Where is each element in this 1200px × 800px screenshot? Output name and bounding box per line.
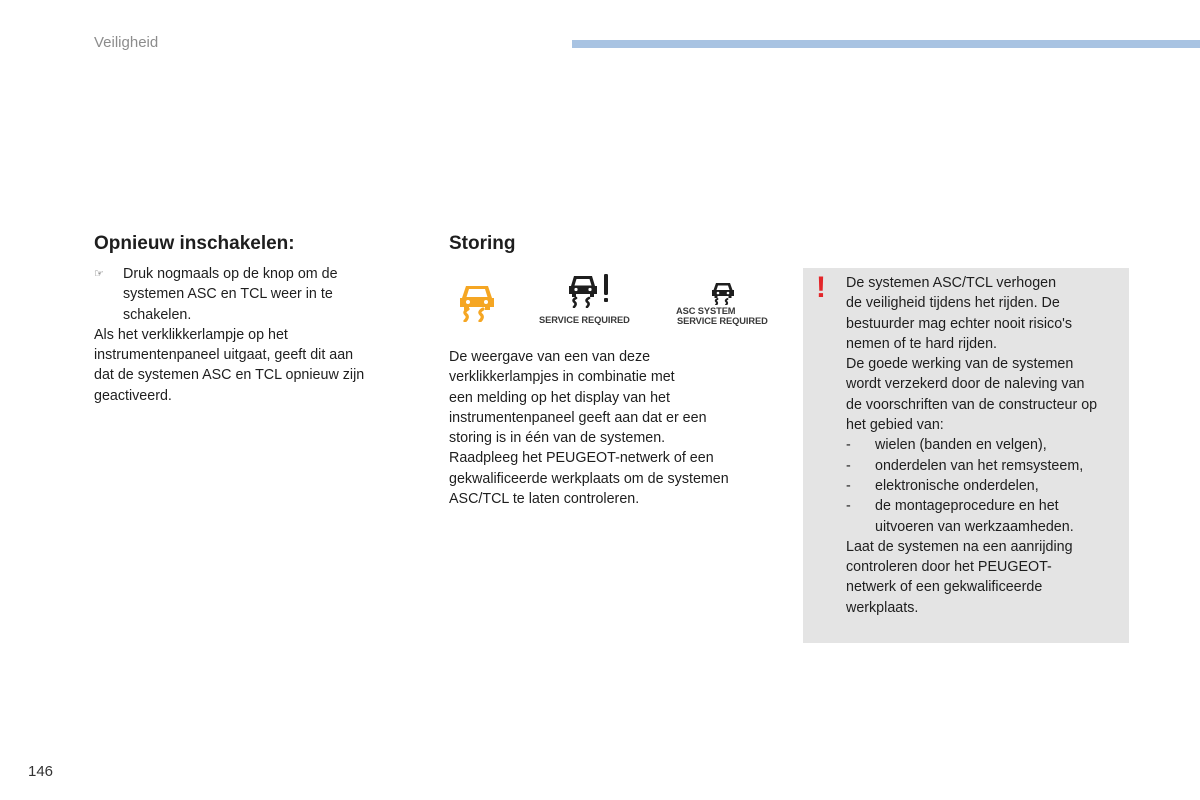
traction-control-warning-icon xyxy=(456,280,498,322)
reactivate-text xyxy=(94,264,394,406)
warning-lamp-icons xyxy=(456,272,786,332)
asc-system-icon xyxy=(711,281,735,305)
section-title: Veiligheid xyxy=(94,34,159,51)
list-item: - de montageprocedure en het uitvoeren van werkzaamheden. xyxy=(846,498,1074,535)
reactivate-paragraph: Als het verklikkerlampje op het instrumentenpaneel uitgaat, geeft dit aan dat de systemen ASC en TCL opnieuw zijn geactiveerd. xyxy=(94,326,365,404)
service-required-icon xyxy=(568,272,612,308)
exclamation-icon: ! xyxy=(816,271,826,304)
list-item: - onderdelen van het remsysteem, xyxy=(846,457,1084,474)
instruction-bullet xyxy=(94,264,394,325)
service-required-label: SERVICE REQUIRED xyxy=(539,315,630,325)
asc-system-label: ASC SYSTEM xyxy=(676,306,736,316)
list-item: - wielen (banden en velgen), xyxy=(846,437,1047,454)
bullet-line: systemen ASC en TCL weer in te xyxy=(123,286,333,303)
heading-malfunction: Storing xyxy=(449,233,516,254)
warning-text: De systemen ASC/TCL verhogen de veiligheid tijdens het rijden. De bestuurder mag echter nooit risico's nemen of te hard rijden. De goede werking van de systemen wordt verzekerd door de naleving van de voorschriften van de constructeur op het gebied van: - wielen (banden en velgen), - onderdelen van het remsysteem, - elektronische onderdelen, - de montageprocedure en het uitvoeren van werkzaamheden. Laat de systemen na een aanrijding controleren door het PEUGEOT- netwerk of een gekwalificeerde werkplaats. xyxy=(846,273,1124,618)
list-item: - elektronische onderdelen, xyxy=(846,477,1039,494)
bullet-line: Druk nogmaals op de knop om de xyxy=(123,266,338,282)
asc-service-required-label: SERVICE REQUIRED xyxy=(677,316,768,326)
heading-reactivate: Opnieuw inschakelen: xyxy=(94,233,295,254)
bullet-line: schakelen. xyxy=(123,306,192,323)
page-number: 146 xyxy=(28,763,54,780)
malfunction-paragraph: De weergave van een van deze verklikkerlampjes in combinatie met een melding op het display van het instrumentenpaneel geeft aan dat er een storing is in één van de systemen. Raadpleeg het PEUGEOT-netwerk of een gekwalificeerde werkplaats om de systemen ASC/TCL te laten controleren. xyxy=(449,349,729,508)
header-color-bar xyxy=(572,40,1200,48)
pointing-hand-icon: ☞ xyxy=(94,268,104,280)
